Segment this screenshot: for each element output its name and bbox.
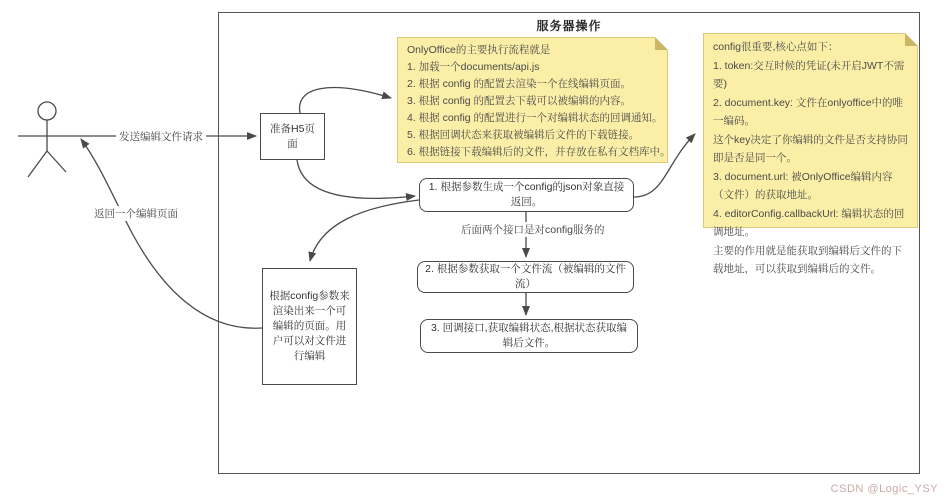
- actor-left-leg: [28, 151, 47, 177]
- note-line: 6. 根据链接下载编辑后的文件，并存放在私有文档库中。: [407, 146, 671, 158]
- edge-label-config-service: 后面两个接口是对config服务的: [458, 222, 608, 237]
- note-line: 4. 根据 config 的配置进行一个对编辑状态的回调通知。: [407, 112, 663, 124]
- note-line: config很重要,核心点如下：: [713, 41, 839, 53]
- note-line: 3. document.url: 被OnlyOffice编辑内容（文件）的获取地址。: [713, 170, 893, 201]
- note-fold-icon: [655, 37, 668, 50]
- edge-label-return-page: 返回一个编辑页面: [91, 206, 181, 221]
- note-line: 这个key决定了你编辑的文件是否支持协同即是否是同一个。: [713, 133, 908, 164]
- node-render-page: 根据config参数来渲染出来一个可编辑的页面。用户可以对文件进行编辑: [262, 268, 357, 385]
- note-line: 3. 根据 config 的配置去下载可以被编辑的内容。: [407, 95, 632, 107]
- node-step3-callback: 3. 回调接口,获取编辑状态,根据状态获取编辑后文件。: [420, 319, 638, 353]
- node-prepare-h5: 准备H5页面: [260, 113, 325, 160]
- node-step2-get-filestream: 2. 根据参数获取一个文件流（被编辑的文件流）: [417, 261, 634, 293]
- edge-label-send-request: 发送编辑文件请求: [116, 129, 206, 144]
- node-step1-generate-config: 1. 根据参数生成一个config的json对象直接返回。: [419, 178, 634, 212]
- note-line: 1. 加载一个documents/api.js: [407, 61, 540, 73]
- actor-right-leg: [47, 151, 66, 172]
- note-line: 2. 根据 config 的配置去渲染一个在线编辑页面。: [407, 78, 632, 90]
- note-line: 5. 根据回调状态来获取被编辑后文件的下载链接。: [407, 129, 640, 141]
- note-line: 2. document.key: 文件在onlyoffice中的唯一编码。: [713, 96, 904, 127]
- note-onlyoffice-flow: [397, 37, 671, 163]
- page-title: 服务器操作: [536, 19, 602, 33]
- note-line: 主要的作用就是能获取到编辑后文件的下载地址，可以获取到编辑后的文件。: [713, 244, 902, 275]
- note-line: OnlyOffice的主要执行流程就是: [407, 44, 551, 56]
- note-line: 4. editorConfig.callbackUrl: 编辑状态的回调地址。: [713, 207, 905, 238]
- watermark: CSDN @Logic_YSY: [830, 483, 938, 495]
- note-config-points: [703, 33, 918, 275]
- note-line: 1. token:交互时候的凭证(未开启JWT不需要): [713, 59, 905, 90]
- note-fold-icon: [905, 33, 918, 46]
- actor-head: [38, 102, 56, 120]
